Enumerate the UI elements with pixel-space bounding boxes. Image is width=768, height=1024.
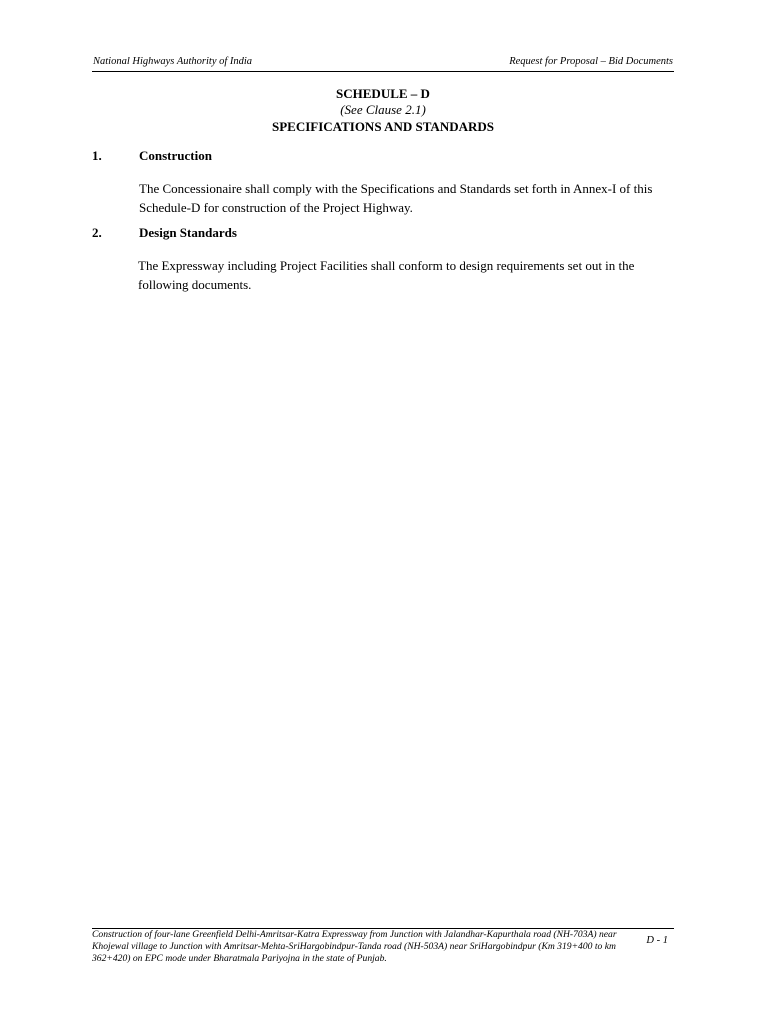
section-1-number: 1.	[92, 148, 102, 163]
footer-project-description: Construction of four-lane Greenfield Delhi-Amritsar-Katra Expressway from Junction with Jalandhar-Kapurthala road (NH-703A) near Khojewal village to Junction with Amritsar-Mehta-SriHargobindpur-Tanda road (NH-503A) near SriHargobindpur (Km 319+400 to km 362+420) on EPC mode under Bharatmala Pariyojna in the state of Punjab.	[92, 929, 617, 964]
section-2-title: Design Standards	[139, 225, 237, 240]
page-header	[92, 55, 674, 72]
schedule-title: SCHEDULE – D	[336, 86, 430, 101]
page-footer	[92, 928, 674, 964]
section-1-title: Construction	[139, 148, 212, 163]
header-organization: National Highways Authority of India	[93, 56, 253, 67]
header-document-type: Request for Proposal – Bid Documents	[509, 56, 673, 67]
section-2-number: 2.	[92, 225, 102, 240]
page-number: D - 1	[646, 935, 668, 946]
title-block	[92, 86, 674, 136]
page-title: SPECIFICATIONS AND STANDARDS	[271, 119, 494, 134]
section-2-paragraph: The Expressway including Project Facilities shall conform to design requirements set out in the following documents.	[138, 258, 635, 292]
section-1-paragraph: The Concessionaire shall comply with the Specifications and Standards set forth in Annex-I of this Schedule-D for construction of the Project Highway.	[139, 181, 653, 215]
clause-reference: (See Clause 2.1)	[340, 102, 426, 117]
